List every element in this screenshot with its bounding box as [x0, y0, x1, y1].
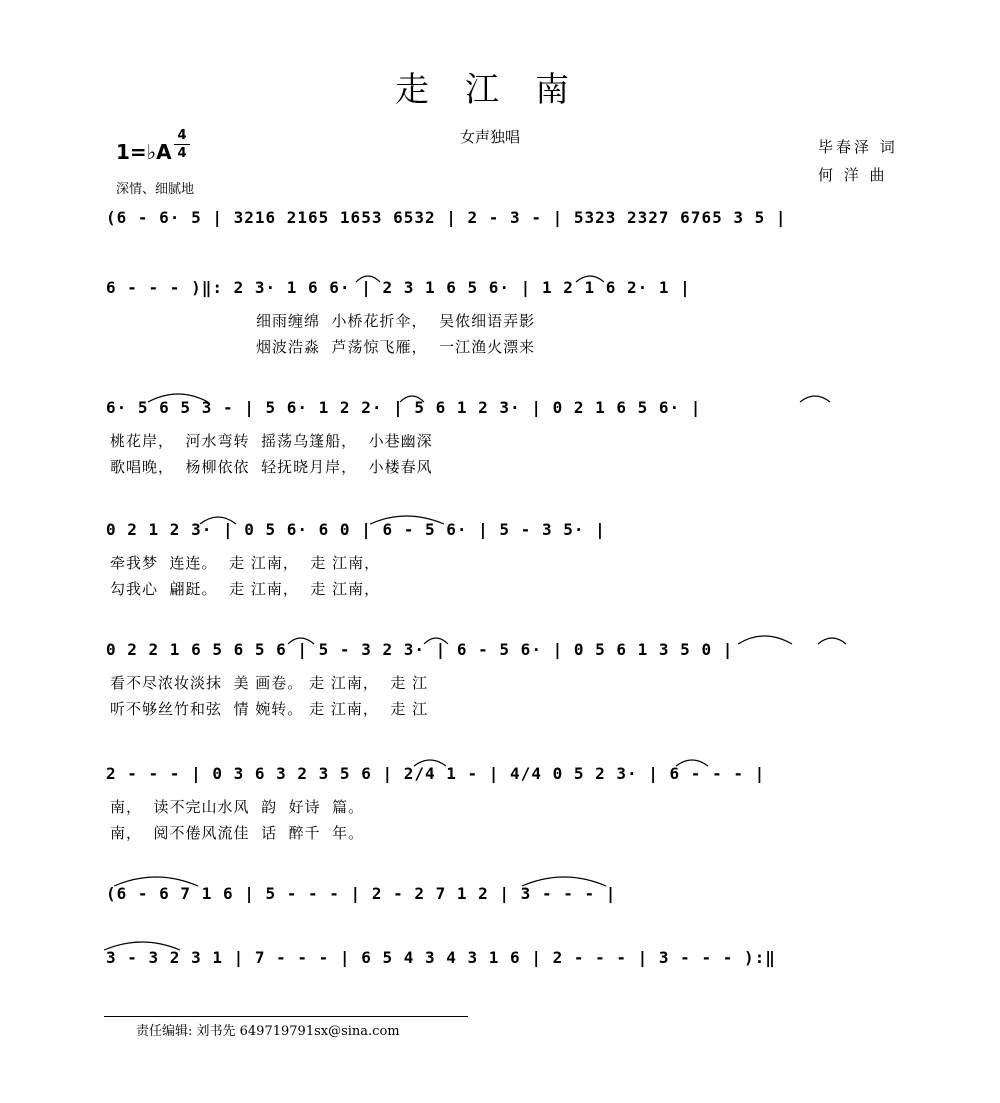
slur-mark [148, 394, 208, 402]
slur-mark [522, 877, 606, 886]
slur-mark [370, 516, 444, 524]
lyric-verse-2: 勾我心 翩跹。 走 江南， 走 江南， [110, 580, 381, 598]
lyric-verse-2: 烟波浩淼 芦荡惊飞雁， 一江渔火漂来 [256, 338, 536, 356]
slur-mark [738, 636, 792, 644]
slur-mark [400, 396, 424, 402]
notation-line: 6 - - - )‖: 2 3· 1 6 6· | 2 3 1 6 5 6· | 1 2 1 6 2· 1 | [106, 278, 691, 297]
slur-mark [356, 276, 380, 282]
slur-mark [104, 942, 180, 950]
lyric-verse-2: 歌唱晚， 杨柳依依 轻抚晓月岸， 小楼春风 [110, 458, 433, 476]
notation-line: 2 - - - | 0 3 6 3 2 3 5 6 | 2/4 1 - | 4/4 0 5 2 3· | 6 - - - | [106, 764, 766, 783]
notation-line: (6 - 6· 5 | 3216 2165 1653 6532 | 2 - 3 - | 5323 2327 6765 3 5 | [106, 208, 787, 227]
key-signature: 1=♭A [116, 140, 172, 164]
lyric-verse-1: 细雨缠绵 小桥花折伞， 吴侬细语弄影 [256, 312, 536, 330]
slur-mark [818, 638, 846, 644]
time-signature-denominator: 4 [177, 146, 187, 161]
slur-mark [424, 638, 448, 644]
page-title: 走江南 [395, 70, 605, 110]
time-signature-numerator: 4 [177, 128, 187, 143]
lyric-verse-1: 看不尽浓妆淡抹 美 画卷。 走 江南， 走 江 [110, 674, 429, 692]
composer-credit: 何 洋 曲 [818, 166, 888, 184]
notation-line: 0 2 2 1 6 5 6 5 6 | 5 - 3 2 3· | 6 - 5 6· | 0 5 6 1 3 5 0 | [106, 640, 734, 659]
expression-mark: 深情、细腻地 [116, 182, 195, 197]
lyric-verse-2: 听不够丝竹和弦 情 婉转。 走 江南， 走 江 [110, 700, 429, 718]
slur-mark [114, 877, 198, 886]
notation-line: 6· 5 6 5 3 - | 5 6· 1 2 2· | 5 6 1 2 3· | 0 2 1 6 5 6· | [106, 398, 702, 417]
lyric-verse-2: 南， 阅不倦风流佳 话 醉千 年。 [110, 824, 365, 842]
voice-label: 女声独唱 [460, 128, 521, 146]
slur-mark [288, 638, 314, 644]
lyricist-credit: 毕春泽 词 [818, 138, 898, 156]
slur-mark [414, 760, 446, 766]
notation-line: 3 - 3 2 3 1 | 7 - - - | 6 5 4 3 4 3 1 6 | 2 - - - | 3 - - - ):‖ [106, 948, 776, 967]
footer-rule [104, 1016, 468, 1017]
notation-line: 0 2 1 2 3· | 0 5 6· 6 0 | 6 - 5 6· | 5 - 3 5· | [106, 520, 606, 539]
lyric-verse-1: 牵我梦 连连。 走 江南， 走 江南， [110, 554, 381, 572]
slur-mark [576, 276, 604, 282]
lyric-verse-1: 南， 读不完山水风 韵 好诗 篇。 [110, 798, 365, 816]
slur-mark [800, 396, 830, 402]
slur-mark [200, 517, 236, 524]
slur-mark [676, 760, 708, 766]
notation-line: (6 - 6 7 1 6 | 5 - - - | 2 - 2 7 1 2 | 3 - - - | [106, 884, 617, 903]
lyric-verse-1: 桃花岸， 河水弯转 摇荡乌篷船， 小巷幽深 [110, 432, 433, 450]
footer-credit: 责任编辑: 刘书先 649719791sx@sina.com [136, 1024, 400, 1039]
